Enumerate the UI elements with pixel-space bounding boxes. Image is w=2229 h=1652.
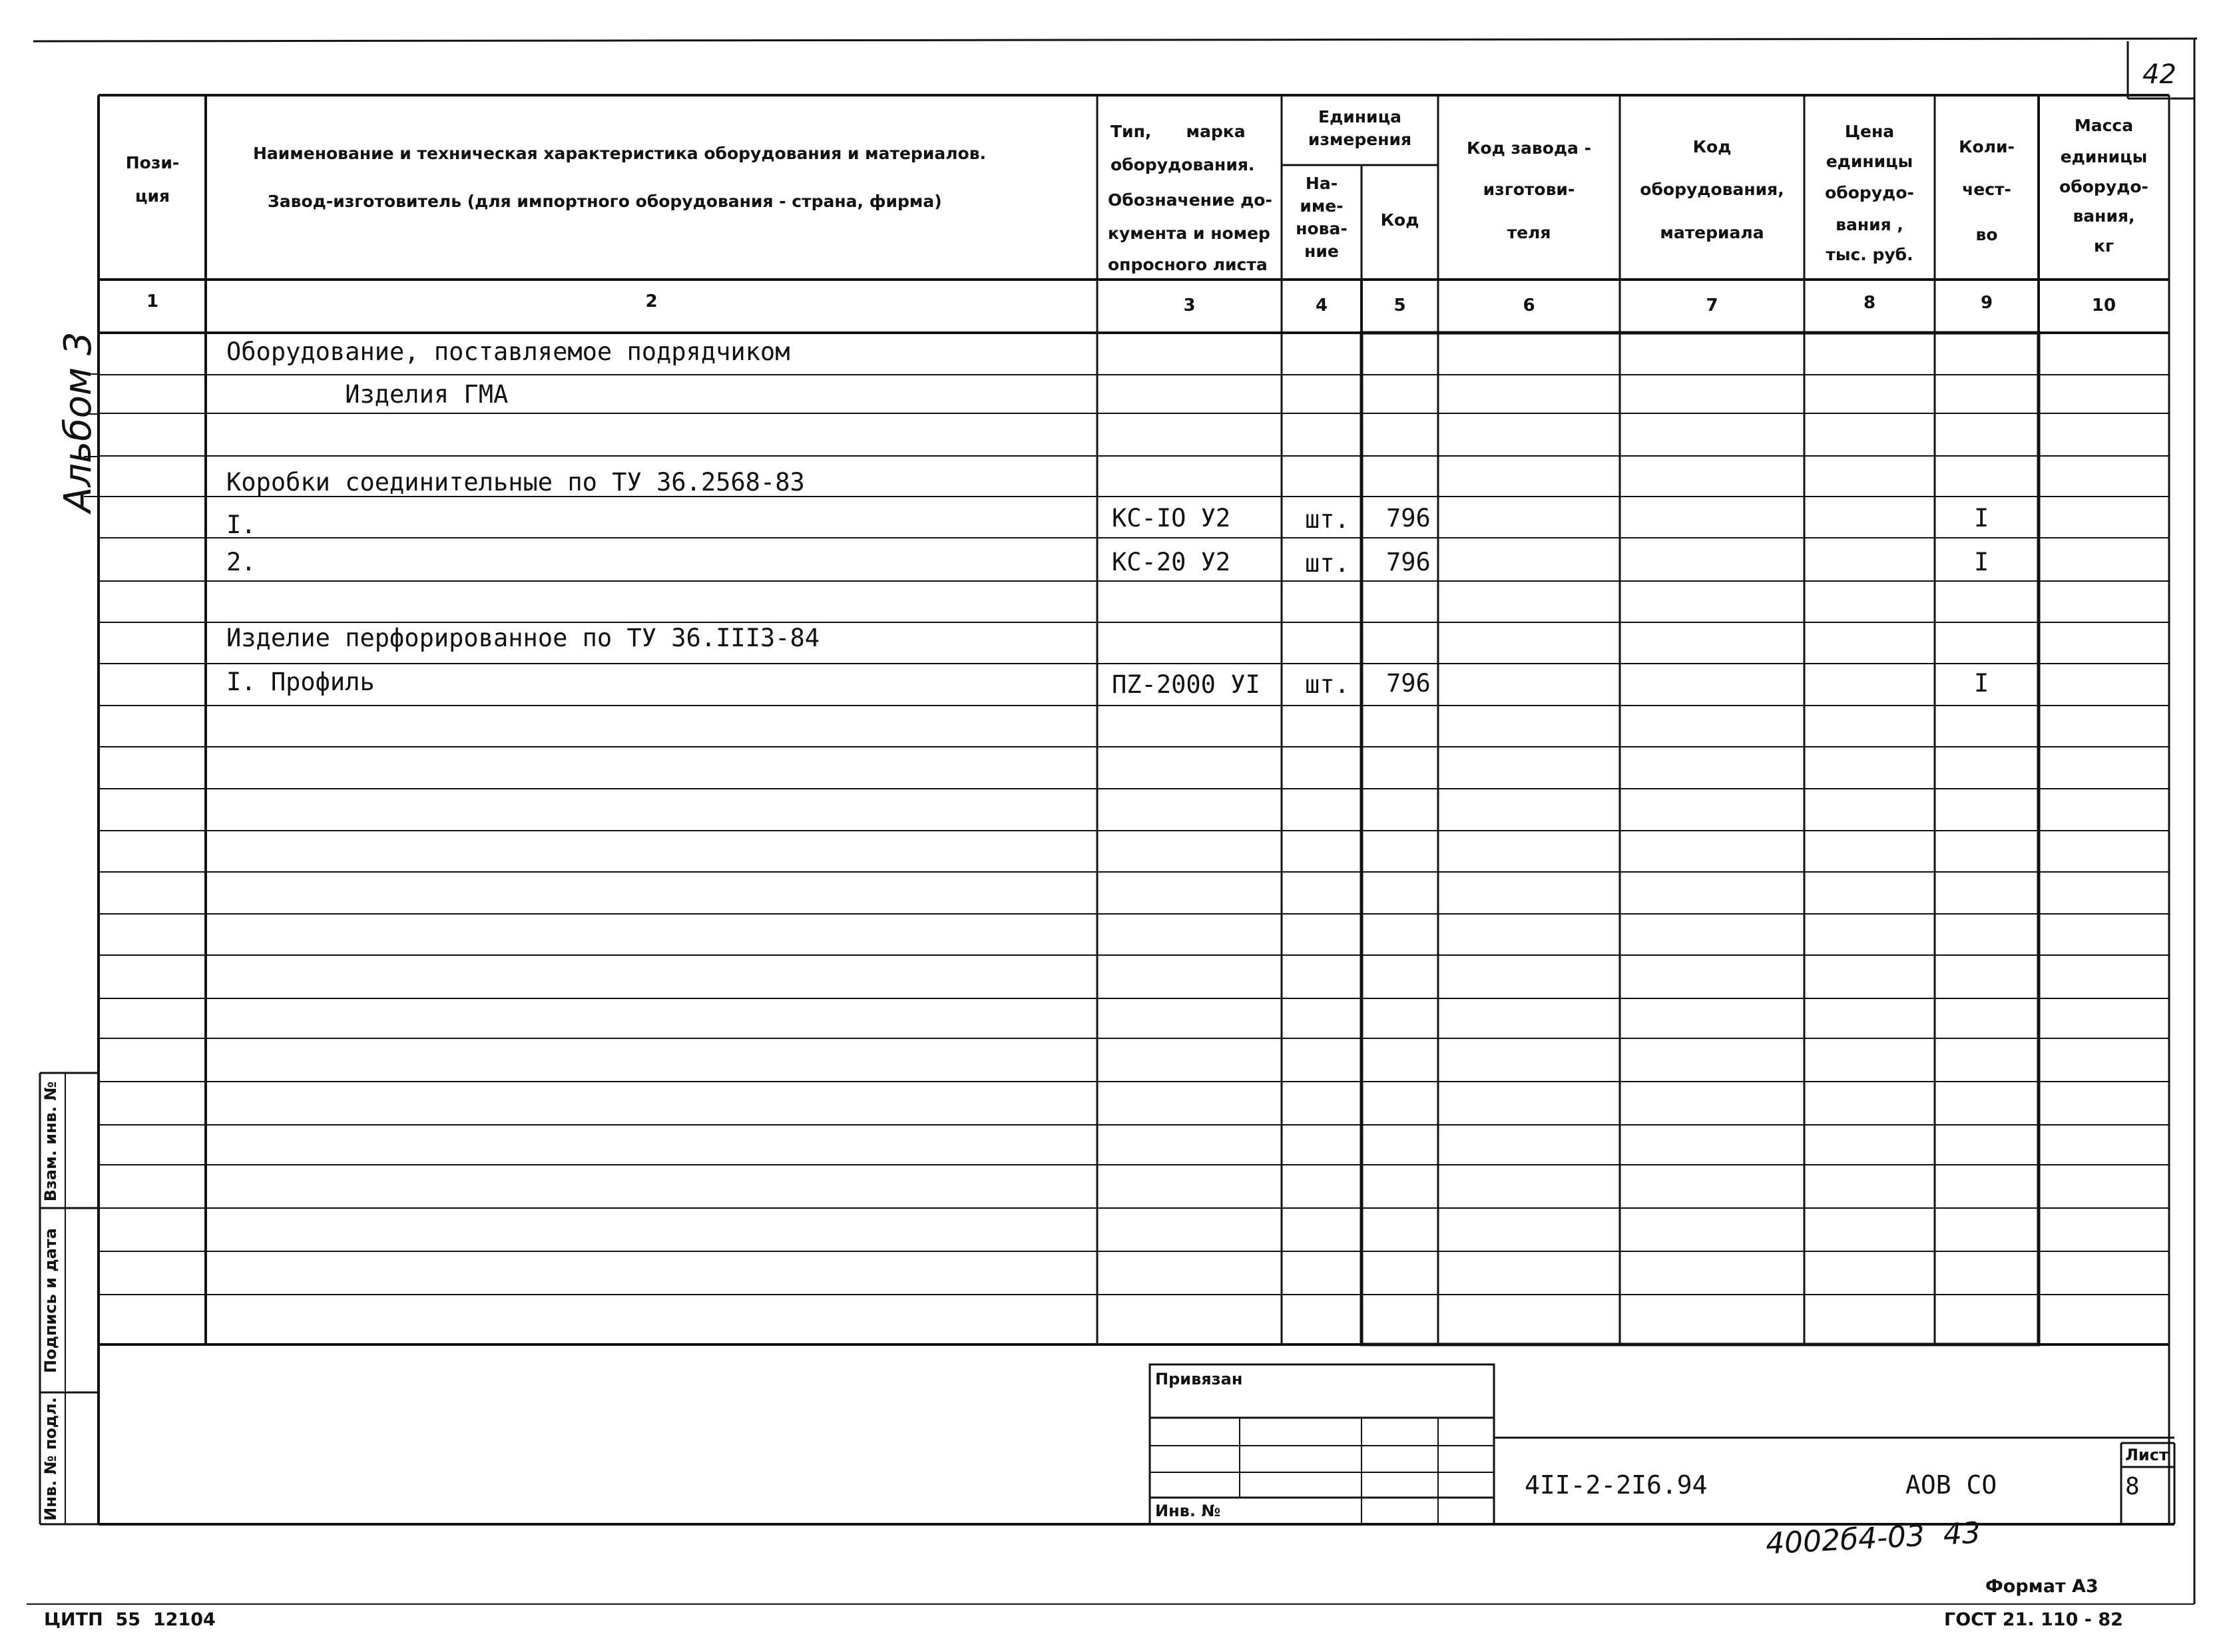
row-unit: шт.: [1305, 505, 1350, 534]
sheet-number: 8: [2125, 1473, 2140, 1500]
row-name: 2.: [226, 548, 256, 576]
header-col10-line: единицы: [2060, 147, 2148, 166]
column-number: 10: [2091, 296, 2116, 315]
header-col10-line: кг: [2093, 236, 2114, 256]
header-col7-line: оборудования,: [1640, 180, 1784, 199]
column-number: 8: [1863, 293, 1876, 313]
side-stamp-vzam-inv: Взам. инв. №: [41, 1081, 60, 1202]
header-col2-line: Завод-изготовитель (для импортного оборудования - страна, фирма): [268, 192, 942, 211]
header-col7-line: Код: [1692, 137, 1732, 156]
row-qty: I: [1974, 504, 1989, 532]
album-label: Альбом 3: [57, 331, 100, 513]
section-code: АОВ СО: [1905, 1470, 1997, 1500]
side-stamp-podpis-data: Подпись и дата: [41, 1228, 60, 1373]
header-col9-line: чест-: [1962, 180, 2011, 199]
column-number: 6: [1523, 296, 1535, 315]
column-number: 4: [1315, 296, 1328, 315]
row-type: ПZ-2000 УI: [1112, 670, 1260, 699]
sheet-page-number: 42: [2142, 59, 2176, 90]
header-col3-line: оборудования.: [1111, 155, 1255, 174]
header-col4-line: име-: [1300, 196, 1344, 216]
header-col1-line: ция: [134, 186, 170, 206]
row-name: I. Профиль: [226, 668, 375, 696]
header-col4-line: нова-: [1296, 219, 1348, 238]
header-col10-line: вания,: [2073, 206, 2135, 226]
header-col5: Код: [1380, 210, 1419, 230]
header-col6-line: изготови-: [1483, 180, 1575, 199]
column-number: 5: [1393, 296, 1406, 315]
inv-no-label: Инв. №: [1155, 1502, 1221, 1520]
header-col1-line: Пози-: [125, 153, 180, 172]
header-col3-line: Обозначение до-: [1108, 190, 1272, 210]
row-type: КС-IO У2: [1112, 504, 1231, 532]
row-name: Изделия ГМА: [226, 380, 509, 409]
row-qty: I: [1974, 548, 1989, 576]
column-number: 9: [1980, 293, 1993, 313]
row-type: КС-20 У2: [1112, 548, 1231, 576]
header-col6-line: теля: [1507, 223, 1551, 242]
row-name: Коробки соединительные по ТУ 36.2568-83: [226, 468, 805, 497]
row-code: 796: [1386, 669, 1431, 698]
header-col6-line: Код завода -: [1466, 138, 1592, 158]
header-col8-line: вания ,: [1836, 215, 1903, 234]
row-name: Оборудование, поставляемое подрядчиком: [226, 337, 790, 366]
header-col8-line: единицы: [1826, 152, 1913, 171]
format-label: Формат А3: [1985, 1576, 2099, 1597]
side-stamp-inv-podl: Инв. № подл.: [41, 1397, 60, 1521]
header-col9-line: во: [1975, 225, 1998, 244]
row-unit: шт.: [1305, 549, 1350, 578]
header-unit-line: Единица: [1318, 107, 1401, 126]
handwritten-archive-code: 4002б4-03 43: [1764, 1516, 1982, 1561]
column-number: 3: [1183, 296, 1196, 315]
row-name: Изделие перфорированное по ТУ 36.III3-84: [226, 624, 820, 652]
column-number: 7: [1706, 296, 1718, 315]
column-number: 2: [645, 292, 658, 311]
header-col4-line: ние: [1304, 242, 1339, 261]
row-code: 796: [1386, 548, 1431, 576]
row-code: 796: [1386, 504, 1431, 532]
header-col10-line: оборудо-: [2059, 177, 2148, 196]
header-col8-line: оборудо-: [1825, 183, 1914, 202]
header-col3-line: кумента и номер: [1108, 224, 1270, 243]
column-number: 1: [146, 292, 159, 311]
header-col10-line: Масса: [2074, 116, 2134, 135]
sheet-label: Лист: [2125, 1446, 2168, 1464]
header-col3-line: Тип, марка: [1111, 122, 1246, 141]
row-qty: I: [1974, 669, 1989, 698]
header-col7-line: материала: [1660, 223, 1764, 242]
header-col8-line: тыс. руб.: [1826, 245, 1913, 264]
print-code: ЦИТП 55 12104: [44, 1609, 216, 1630]
document-code: 4II-2-2I6.94: [1525, 1470, 1708, 1500]
header-col3-line: опросного листа: [1108, 255, 1268, 274]
header-col9-line: Коли-: [1959, 137, 2015, 156]
header-col4-line: На-: [1305, 174, 1338, 193]
row-unit: шт.: [1305, 670, 1350, 699]
header-col2-line: Наименование и техническая характеристика оборудования и материалов.: [253, 144, 987, 163]
row-name: I.: [226, 511, 256, 539]
gost-label: ГОСТ 21. 110 - 82: [1944, 1609, 2123, 1630]
header-col8-line: Цена: [1844, 122, 1895, 141]
privyazan-label: Привязан: [1155, 1370, 1243, 1388]
header-unit-line: измерения: [1308, 130, 1412, 149]
